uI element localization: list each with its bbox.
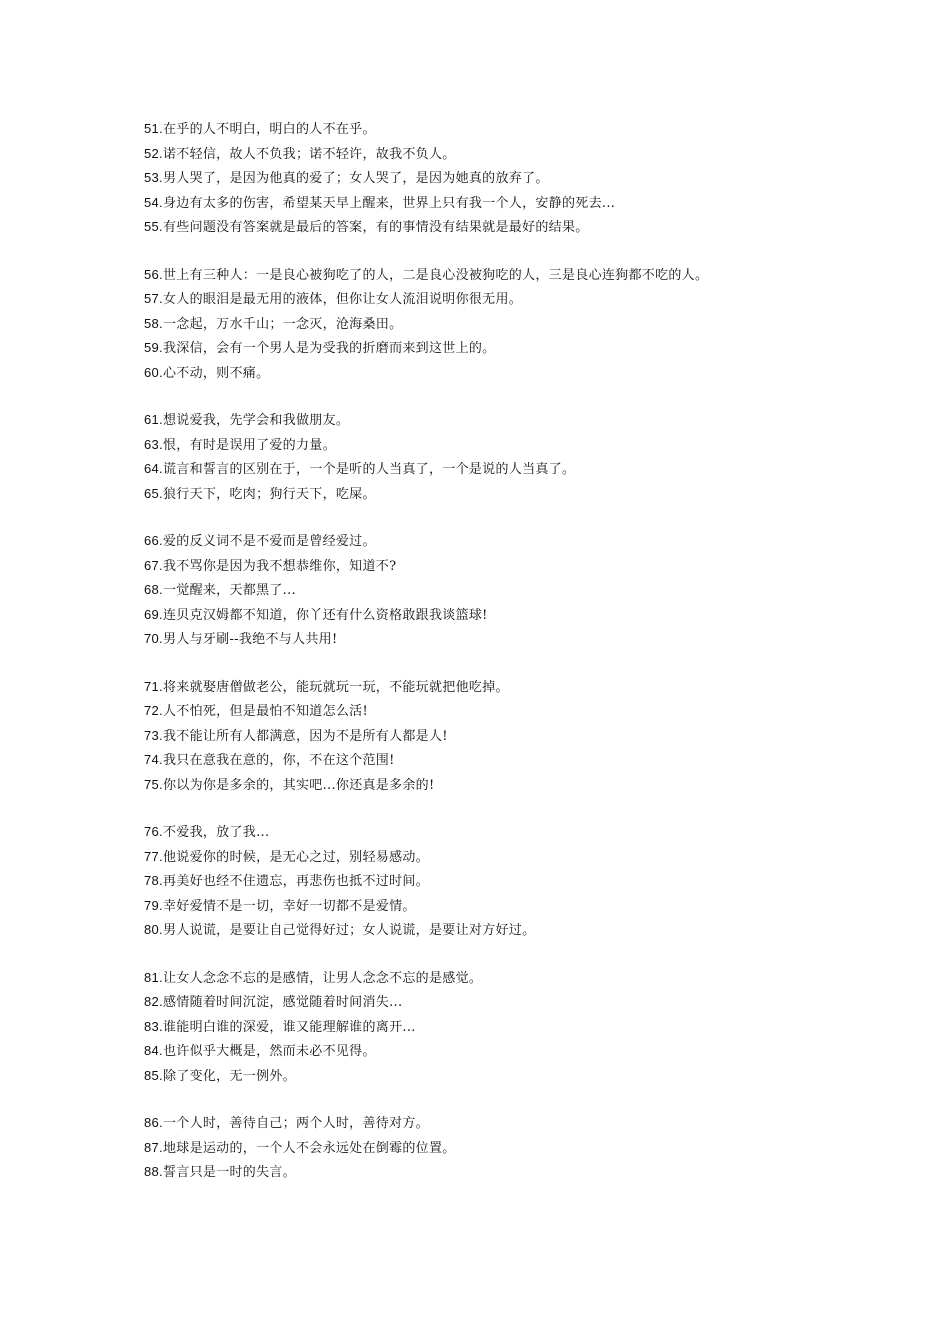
quote-number: 79.	[144, 897, 163, 913]
quote-text: 人不怕死，但是最怕不知道怎么活!	[162, 704, 369, 719]
quote-line	[144, 675, 924, 700]
quote-text: 想说爱我，先学会和我做朋友。	[162, 413, 350, 428]
quote-line	[144, 361, 924, 386]
quote-text: 再美好也经不住遗忘，再悲伤也抵不过时间。	[162, 874, 429, 889]
quote-number: 56.	[144, 266, 163, 282]
quote-text: 让女人念念不忘的是感情，让男人念念不忘的是感觉。	[162, 970, 483, 986]
quote-line	[144, 820, 924, 845]
quote-text: 有些问题没有答案就是最后的答案，有的事情没有结果就是最好的结果。	[162, 220, 589, 235]
quote-line	[144, 433, 924, 458]
quote-text: 在乎的人不明白，明白的人不在乎。	[162, 122, 376, 137]
quote-group	[144, 117, 924, 240]
quote-text: 誓言只是一时的失言。	[162, 1165, 296, 1180]
quote-number: 81.	[144, 969, 163, 985]
quote-line	[144, 724, 924, 749]
quote-number: 71.	[144, 678, 163, 694]
quote-line	[144, 990, 924, 1015]
quote-number: 70.	[144, 631, 163, 646]
quote-number: 83.	[144, 1018, 163, 1034]
quote-line	[144, 894, 924, 919]
quote-text: 我只在意我在意的，你，不在这个范围!	[162, 753, 395, 768]
quote-line	[144, 627, 924, 652]
quote-line	[144, 699, 924, 724]
quote-text: 他说爱你的时候，是无心之过，别轻易感动。	[162, 849, 429, 865]
quote-list	[144, 117, 924, 1208]
quote-number: 65.	[144, 485, 163, 501]
quote-line	[144, 1160, 924, 1185]
quote-text: 恨，有时是误用了爱的力量。	[162, 437, 336, 453]
quote-text: 一觉醒来，天都黑了...	[162, 583, 296, 598]
quote-text: 谎言和誓言的区别在于，一个是听的人当真了，一个是说的人当真了。	[162, 462, 576, 477]
quote-text: 我不能让所有人都满意，因为不是所有人都是人!	[162, 728, 448, 744]
quote-number: 77.	[144, 848, 163, 864]
quote-text: 狼行天下，吃肉；狗行天下，吃屎。	[162, 486, 376, 502]
quote-text: 将来就娶唐僧做老公，能玩就玩一玩，不能玩就把他吃掉。	[162, 679, 509, 695]
quote-text: 心不动，则不痛。	[162, 365, 270, 381]
quote-text: 爱的反义词不是不爱而是曾经爱过。	[162, 534, 376, 549]
quote-line	[144, 1111, 924, 1136]
quote-number: 61.	[144, 412, 163, 427]
quote-number: 85.	[144, 1067, 163, 1083]
quote-line	[144, 312, 924, 337]
quote-group	[144, 408, 924, 506]
quote-number: 64.	[144, 461, 163, 476]
quote-number: 72.	[144, 703, 163, 718]
quote-text: 连贝克汉姆都不知道，你丫还有什么资格敢跟我谈篮球!	[162, 607, 488, 623]
quote-group	[144, 966, 924, 1089]
quote-text: 一念起，万水千山；一念灭，沧海桑田。	[162, 316, 403, 332]
quote-number: 53.	[144, 170, 163, 185]
quote-text: 男人说谎，是要让自己觉得好过；女人说谎，是要让对方好过。	[162, 923, 536, 938]
quote-number: 78.	[144, 873, 163, 888]
quote-number: 69.	[144, 606, 163, 622]
quote-text: 我不骂你是因为我不想恭维你，知道不?	[162, 558, 397, 574]
quote-group	[144, 263, 924, 386]
quote-number: 54.	[144, 194, 163, 210]
quote-line	[144, 603, 924, 628]
quote-number: 88.	[144, 1164, 163, 1179]
quote-text: 地球是运动的，一个人不会永远处在倒霉的位置。	[162, 1140, 456, 1156]
quote-number: 67.	[144, 557, 163, 573]
quote-line	[144, 529, 924, 554]
quote-line	[144, 457, 924, 482]
quote-group	[144, 675, 924, 798]
quote-line	[144, 408, 924, 433]
quote-number: 86.	[144, 1115, 163, 1130]
quote-line	[144, 117, 924, 142]
quote-line	[144, 748, 924, 773]
quote-line	[144, 578, 924, 603]
quote-number: 66.	[144, 533, 163, 548]
quote-group	[144, 1111, 924, 1185]
quote-line	[144, 142, 924, 167]
quote-line	[144, 482, 924, 507]
quote-line	[144, 263, 924, 288]
quote-text: 世上有三种人：一是良心被狗吃了的人，二是良心没被狗吃的人，三是良心连狗都不吃的人。	[162, 267, 709, 283]
quote-number: 73.	[144, 727, 163, 743]
quote-line	[144, 166, 924, 191]
quote-group	[144, 820, 924, 943]
quote-text: 男人哭了，是因为他真的爱了；女人哭了，是因为她真的放弃了。	[162, 171, 549, 186]
quote-line	[144, 336, 924, 361]
quote-line	[144, 554, 924, 579]
quote-number: 80.	[144, 922, 163, 937]
quote-number: 57.	[144, 291, 163, 306]
quote-line	[144, 966, 924, 991]
quote-text: 你以为你是多余的，其实吧...你还真是多余的!	[162, 777, 435, 793]
quote-number: 59.	[144, 340, 163, 355]
quote-text: 女人的眼泪是最无用的液体，但你让女人流泪说明你很无用。	[162, 292, 523, 307]
quote-number: 55.	[144, 219, 163, 234]
quote-number: 51.	[144, 121, 163, 136]
quote-text: 感情随着时间沉淀，感觉随着时间消失...	[162, 995, 403, 1010]
quote-number: 63.	[144, 436, 163, 452]
quote-line	[144, 1015, 924, 1040]
quote-text: 一个人时，善待自己；两个人时，善待对方。	[162, 1116, 429, 1131]
quote-text: 男人与牙刷--我绝不与人共用!	[162, 632, 338, 647]
quote-number: 75.	[144, 776, 163, 792]
quote-line	[144, 1064, 924, 1089]
quote-text: 我深信，会有一个男人是为受我的折磨而来到这世上的。	[162, 341, 496, 356]
quote-line	[144, 191, 924, 216]
quote-line	[144, 869, 924, 894]
quote-group	[144, 529, 924, 652]
quote-number: 74.	[144, 752, 163, 767]
quote-number: 52.	[144, 145, 163, 161]
quote-number: 82.	[144, 994, 163, 1009]
quote-number: 58.	[144, 315, 163, 331]
quote-text: 也许似乎大概是，然而未必不见得。	[162, 1044, 376, 1059]
quote-number: 87.	[144, 1139, 163, 1155]
quote-text: 诺不轻信，故人不负我；诺不轻许，故我不负人。	[162, 146, 456, 162]
quote-number: 84.	[144, 1043, 163, 1058]
quote-line	[144, 773, 924, 798]
quote-number: 68.	[144, 582, 163, 597]
quote-number: 76.	[144, 824, 163, 839]
quote-text: 谁能明白谁的深爱，谁又能理解谁的离开...	[162, 1019, 416, 1035]
quote-line	[144, 845, 924, 870]
quote-text: 除了变化，无一例外。	[162, 1068, 296, 1084]
quote-line	[144, 1039, 924, 1064]
quote-line	[144, 287, 924, 312]
quote-line	[144, 1136, 924, 1161]
quote-number: 60.	[144, 364, 163, 380]
quote-text: 身边有太多的伤害，希望某天早上醒来，世界上只有我一个人，安静的死去...	[162, 195, 616, 211]
quote-text: 幸好爱情不是一切，幸好一切都不是爱情。	[162, 898, 416, 914]
quote-line	[144, 918, 924, 943]
quote-line	[144, 215, 924, 240]
quote-text: 不爱我，放了我...	[162, 825, 270, 840]
